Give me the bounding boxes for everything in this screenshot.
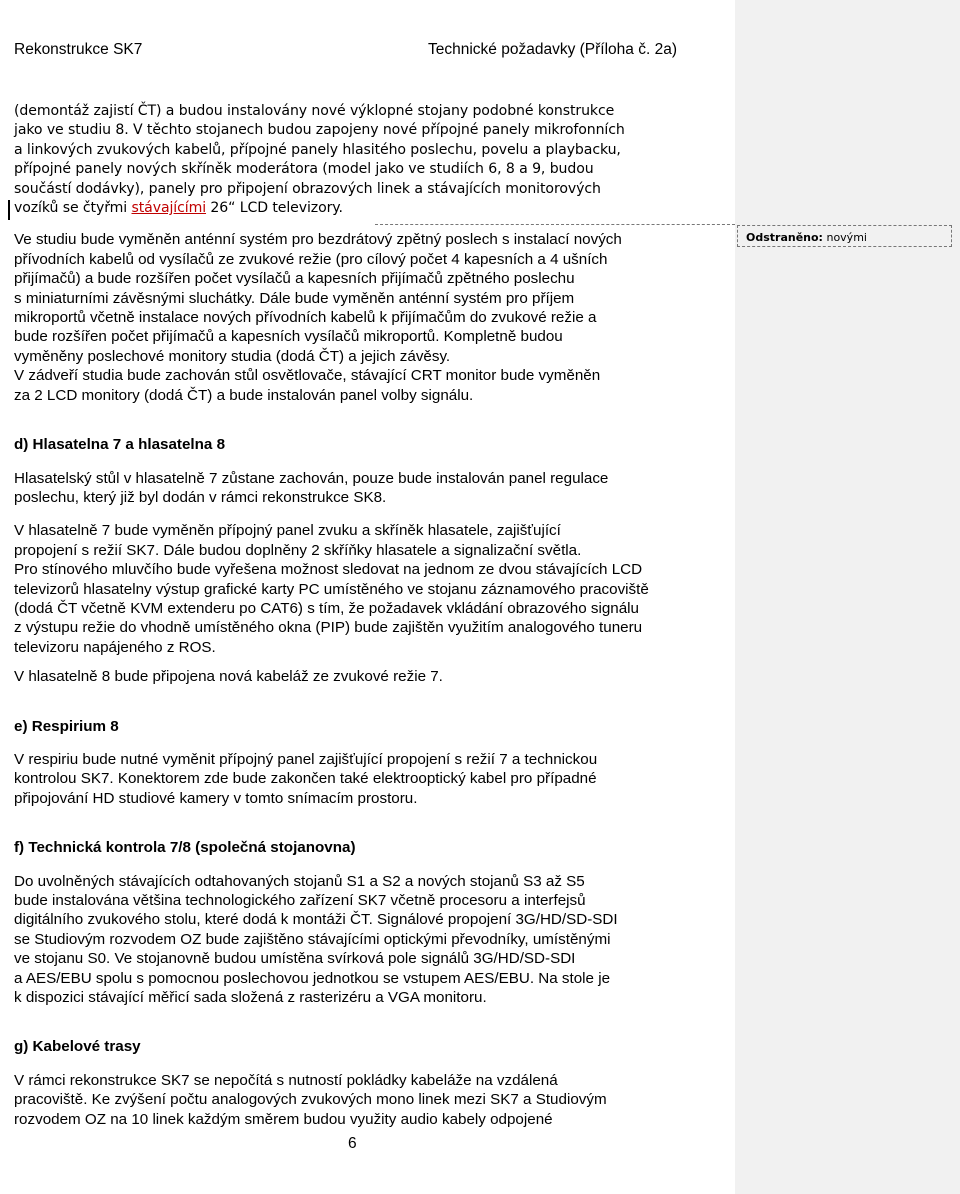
text-line: poslechu, který již byl dodán v rámci rekonstrukce SK8. xyxy=(14,488,387,506)
text-line: Hlasatelský stůl v hlasatelně 7 zůstane zachován, pouze bude instalován panel regulace xyxy=(14,469,609,487)
text-line: (demontáž zajistí ČT) a budou instalovány nové výklopné stojany podobné konstrukce xyxy=(14,103,615,119)
markup-pane xyxy=(735,0,960,1194)
paragraph xyxy=(14,750,720,808)
header-left: Rekonstrukce SK7 xyxy=(14,41,143,58)
page-number: 6 xyxy=(348,1135,357,1152)
text-line: vyměněny poslechové monitory studia (dodá ČT) a jejich závěsy. xyxy=(14,347,451,365)
text-line: V respiriu bude nutné vyměnit přípojný panel zajišťující propojení s režií 7 a technickou xyxy=(14,750,598,768)
text-line: bude instalována většina technologického zařízení SK7 včetně procesoru a interfejsů xyxy=(14,892,586,909)
text-line: V rámci rekonstrukce SK7 se nepočítá s nutností pokládky kabeláže na vzdálená xyxy=(14,1071,558,1089)
text-line: rozvodem OZ na 10 linek každým směrem budou využity audio kabely odpojené xyxy=(14,1110,553,1128)
text-line: součástí dodávky), panely pro připojení obrazových linek a stávajících monitorových xyxy=(14,180,601,197)
text-fragment: vozíků se čtyřmi xyxy=(14,200,132,217)
text-line: a linkových zvukových kabelů, přípojné panely hlasitého poslechu, povelu a playbacku, xyxy=(14,141,621,158)
paragraph xyxy=(14,469,720,508)
text-line: s miniaturními závěsnými sluchátky. Dále bude vyměněn anténní systém pro příjem xyxy=(14,289,575,307)
section-heading-f: f) Technická kontrola 7/8 (společná stojanovna) xyxy=(14,839,356,857)
text-line: k dispozici stávající měřicí sada složená z rasterizéru a VGA monitoru. xyxy=(14,989,487,1007)
text-line: bude rozšířen počet přijímačů a kapesních vysílačů mikroportů. Kompletně budou xyxy=(14,328,563,346)
revision-text: novými xyxy=(826,231,867,244)
paragraph-antenna xyxy=(14,230,720,405)
text-line: V zádveří studia bude zachován stůl osvětlovače, stávající CRT monitor bude vyměněn xyxy=(14,367,601,385)
text-line: připojování HD studiové kamery v tomto snímacím prostoru. xyxy=(14,789,418,807)
text-line: Pro stínového mluvčího bude vyřešena možnost sledovat na jednom ze dvou stávajících LCD xyxy=(14,561,643,579)
paragraph xyxy=(14,1071,720,1129)
text-fragment: 26“ LCD televizory. xyxy=(206,200,343,217)
text-line: ve stojanu S0. Ve stojanovně budou umístěna svírková pole signálů 3G/HD/SD-SDI xyxy=(14,950,576,968)
text-line: V hlasatelně 8 bude připojena nová kabeláž ze zvukové režie 7. xyxy=(14,668,443,686)
text-line: za 2 LCD monitory (dodá ČT) a bude instalován panel volby signálu. xyxy=(14,386,474,404)
text-line: se Studiovým rozvodem OZ bude zajištěno stávajícími optickými převodníky, umístěnými xyxy=(14,930,611,948)
section-heading-d: d) Hlasatelna 7 a hlasatelna 8 xyxy=(14,436,226,454)
text-line: (dodá ČT včetně KVM extenderu po CAT6) s tím, že požadavek vkládání obrazového signálu xyxy=(14,599,639,617)
text-line: V hlasatelně 7 bude vyměněn přípojný panel zvuku a skříněk hlasatele, zajišťující xyxy=(14,522,561,540)
text-line: přijímačů) a bude rozšířen počet vysílačů a kapesních přijímačů zpětného poslechu xyxy=(14,270,575,288)
text-line: digitálního zvukového stolu, které dodá k montáži ČT. Signálové propojení 3G/HD/SD-SDI xyxy=(14,911,618,929)
tracked-insertion: stávajícími xyxy=(131,200,207,217)
document-body xyxy=(14,102,720,1129)
text-line: přívodních kabelů od vysílačů ze zvukové režie (pro cílový počet 4 kapesních a 4 ušních xyxy=(14,250,608,268)
revision-label: Odstraněno: xyxy=(746,231,823,244)
text-line: z výstupu režie do vhodně umístěného okna (PIP) bude zajištěn využitím analogového tuneru xyxy=(14,619,643,637)
text-line: Do uvolněných stávajících odtahovaných stojanů S1 a S2 a nových stojanů S3 až S5 xyxy=(14,872,585,890)
text-line: a AES/EBU spolu s pomocnou poslechovou jednotkou se vstupem AES/EBU. Na stole je xyxy=(14,969,611,987)
change-bar xyxy=(8,200,10,220)
text-line: televizoru napájeného z ROS. xyxy=(14,638,216,656)
paragraph xyxy=(14,667,720,686)
text-line: kontrolou SK7. Konektorem zde bude zakončen také elektrooptický kabel pro případné xyxy=(14,770,597,788)
header-right: Technické požadavky (Příloha č. 2a) xyxy=(428,41,677,58)
revision-balloon[interactable] xyxy=(737,225,952,247)
section-heading-e: e) Respirium 8 xyxy=(14,717,119,735)
text-line xyxy=(14,199,720,218)
text-line: televizorů hlasatelny výstup grafické karty PC umístěného ve stojanu záznamového pracoviště xyxy=(14,580,649,598)
text-line: mikroportů včetně instalace nových přívodních kabelů k přijímačům do zvukové režie a xyxy=(14,309,597,327)
text-line: přípojné panely nových skříněk moderátora (model jako ve studiích 6, 8 a 9, budou xyxy=(14,161,594,178)
section-heading-g: g) Kabelové trasy xyxy=(14,1038,141,1056)
paragraph xyxy=(14,872,720,1008)
paragraph-stands xyxy=(14,102,720,218)
text-line: propojení s režií SK7. Dále budou doplněny 2 skříňky hlasatele a signalizační světla. xyxy=(14,541,582,559)
text-line: Ve studiu bude vyměněn anténní systém pro bezdrátový zpětný poslech s instalací nových xyxy=(14,231,622,249)
text-line: pracoviště. Ke zvýšení počtu analogových zvukových mono linek mezi SK7 a Studiovým xyxy=(14,1091,607,1109)
paragraph xyxy=(14,521,720,657)
text-line: jako ve studiu 8. V těchto stojanech budou zapojeny nové přípojné panely mikrofonních xyxy=(14,122,625,139)
